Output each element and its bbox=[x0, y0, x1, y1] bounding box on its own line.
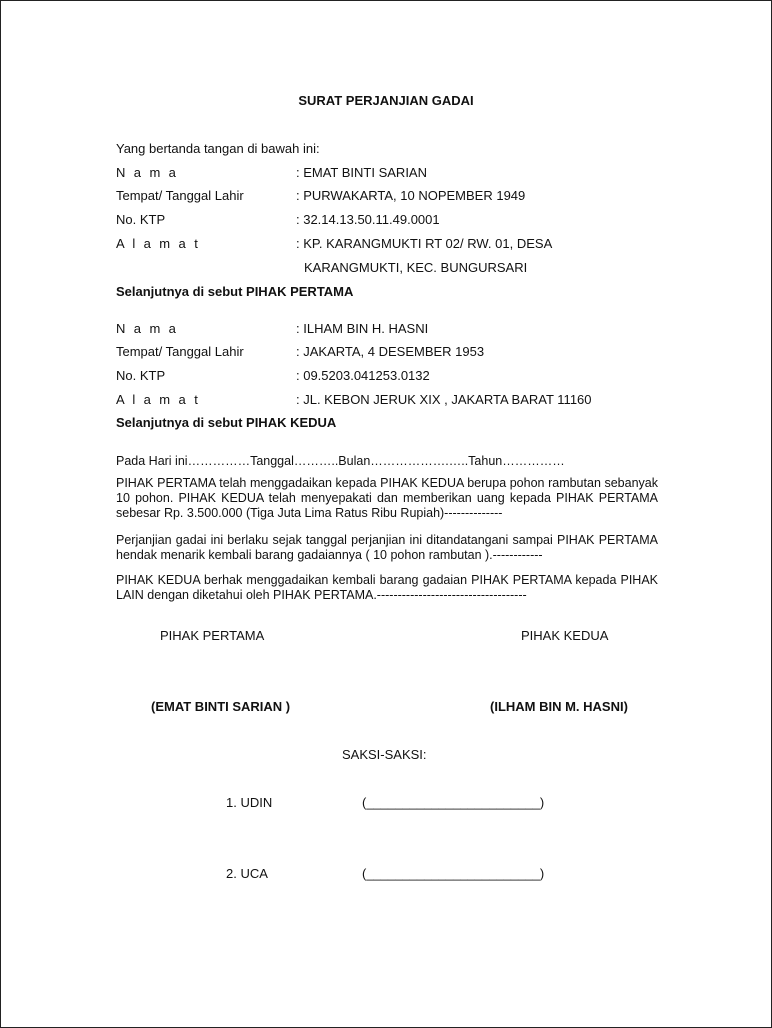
date-line: Pada Hari ini……………Tanggal………..Bulan……………….…..Tahun…………… bbox=[116, 454, 565, 468]
label-ktp: No. KTP bbox=[116, 212, 166, 227]
pihak-kedua-ktp: : 09.5203.041253.0132 bbox=[296, 368, 430, 383]
agreement-paragraph-2: Perjanjian gadai ini berlaku sejak tanggal perjanjian ini ditandatangani sampai PIHAK PERTAMA hendak menarik kembali barang gadaiannya ( 10 pohon rambutan ).------------ bbox=[116, 533, 658, 562]
document-title: SURAT PERJANJIAN GADAI bbox=[298, 93, 474, 108]
pihak-pertama-ktp: : 32.14.13.50.11.49.0001 bbox=[296, 212, 440, 227]
witnesses-heading: SAKSI-SAKSI: bbox=[342, 747, 427, 762]
signature-name-pihak-kedua: (ILHAM BIN M. HASNI) bbox=[490, 699, 628, 714]
pihak-kedua-nama: : ILHAM BIN H. HASNI bbox=[296, 321, 429, 336]
label-alamat-2: A l a m a t bbox=[116, 392, 201, 407]
label-nama-2: N a m a bbox=[116, 321, 179, 336]
label-ktp-2: No. KTP bbox=[116, 368, 166, 383]
label-alamat: A l a m a t bbox=[116, 236, 201, 251]
pihak-kedua-caption: Selanjutnya di sebut PIHAK KEDUA bbox=[116, 415, 337, 430]
pihak-kedua-ttl: : JAKARTA, 4 DESEMBER 1953 bbox=[296, 344, 485, 359]
pihak-pertama-alamat-line1: : KP. KARANGMUKTI RT 02/ RW. 01, DESA bbox=[296, 236, 553, 251]
pihak-pertama-nama: : EMAT BINTI SARIAN bbox=[296, 165, 427, 180]
pihak-pertama-alamat-line2: KARANGMUKTI, KEC. BUNGURSARI bbox=[304, 260, 528, 275]
pihak-pertama-caption: Selanjutnya di sebut PIHAK PERTAMA bbox=[116, 284, 354, 299]
signature-name-pihak-pertama: (EMAT BINTI SARIAN ) bbox=[151, 699, 291, 714]
witness-2-signature-line: (________________________) bbox=[362, 866, 545, 881]
witness-1-signature-line: (________________________) bbox=[362, 795, 545, 810]
witness-2-name: 2. UCA bbox=[226, 866, 268, 881]
intro-text: Yang bertanda tangan di bawah ini: bbox=[116, 141, 320, 156]
pihak-pertama-ttl: : PURWAKARTA, 10 NOPEMBER 1949 bbox=[296, 188, 526, 203]
witness-1-name: 1. UDIN bbox=[226, 795, 273, 810]
agreement-paragraph-1: PIHAK PERTAMA telah menggadaikan kepada PIHAK KEDUA berupa pohon rambutan sebanyak 10 pohon. PIHAK KEDUA telah menyepakati dan memberikan uang kepada PIHAK PERTAMA sebesar Rp. 3.500.000 (Tiga Juta Lima Ratus Ribu Rupiah)-------------- bbox=[116, 476, 658, 520]
pihak-kedua-alamat: : JL. KEBON JERUK XIX , JAKARTA BARAT 11160 bbox=[296, 392, 592, 407]
label-ttl: Tempat/ Tanggal Lahir bbox=[116, 188, 244, 203]
signature-label-pihak-pertama: PIHAK PERTAMA bbox=[160, 628, 265, 643]
agreement-paragraph-3: PIHAK KEDUA berhak menggadaikan kembali barang gadaian PIHAK PERTAMA kepada PIHAK LAIN dengan diketahui oleh PIHAK PERTAMA.------------------------------------ bbox=[116, 573, 658, 602]
label-ttl-2: Tempat/ Tanggal Lahir bbox=[116, 344, 244, 359]
label-nama: N a m a bbox=[116, 165, 179, 180]
signature-label-pihak-kedua: PIHAK KEDUA bbox=[521, 628, 609, 643]
